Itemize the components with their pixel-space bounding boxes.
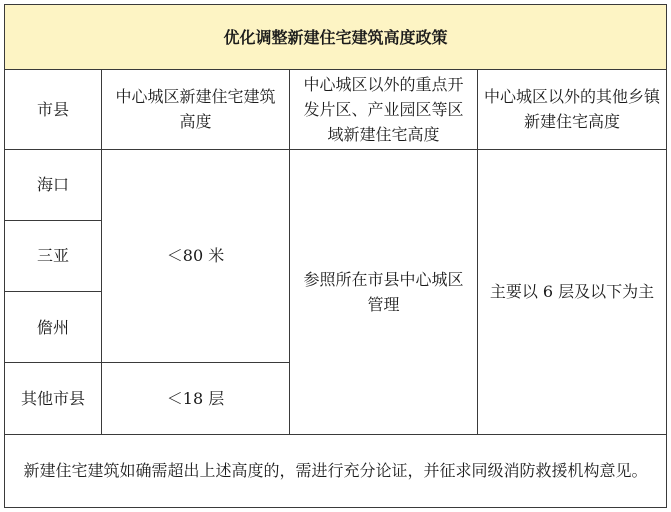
city-others: 其他市县: [5, 363, 102, 434]
table-note: 新建住宅建筑如确需超出上述高度的，需进行充分论证，并征求同级消防救援机构意见。: [5, 434, 667, 507]
policy-table-container: [4, 4, 666, 508]
town-height: 主要以 6 层及以下为主: [478, 149, 667, 434]
city-sanya: 三亚: [5, 220, 102, 291]
center-height-other-cities: ＜18 层: [102, 363, 290, 434]
table-row: [5, 149, 667, 220]
header-row: [5, 70, 667, 149]
header-center-height: 中心城区新建住宅建筑高度: [102, 70, 290, 149]
title-row: [5, 5, 667, 70]
table-title: 优化调整新建住宅建筑高度政策: [5, 5, 667, 70]
city-danzhou: 儋州: [5, 292, 102, 363]
city-haikou: 海口: [5, 149, 102, 220]
header-town-height: 中心城区以外的其他乡镇新建住宅高度: [478, 70, 667, 149]
key-area-height: 参照所在市县中心城区管理: [290, 149, 478, 434]
header-key-area-height: 中心城区以外的重点开发片区、产业园区等区域新建住宅高度: [290, 70, 478, 149]
policy-table: [4, 4, 667, 508]
note-row: [5, 434, 667, 507]
header-city: 市县: [5, 70, 102, 149]
center-height-main-cities: ＜80 米: [102, 149, 290, 363]
